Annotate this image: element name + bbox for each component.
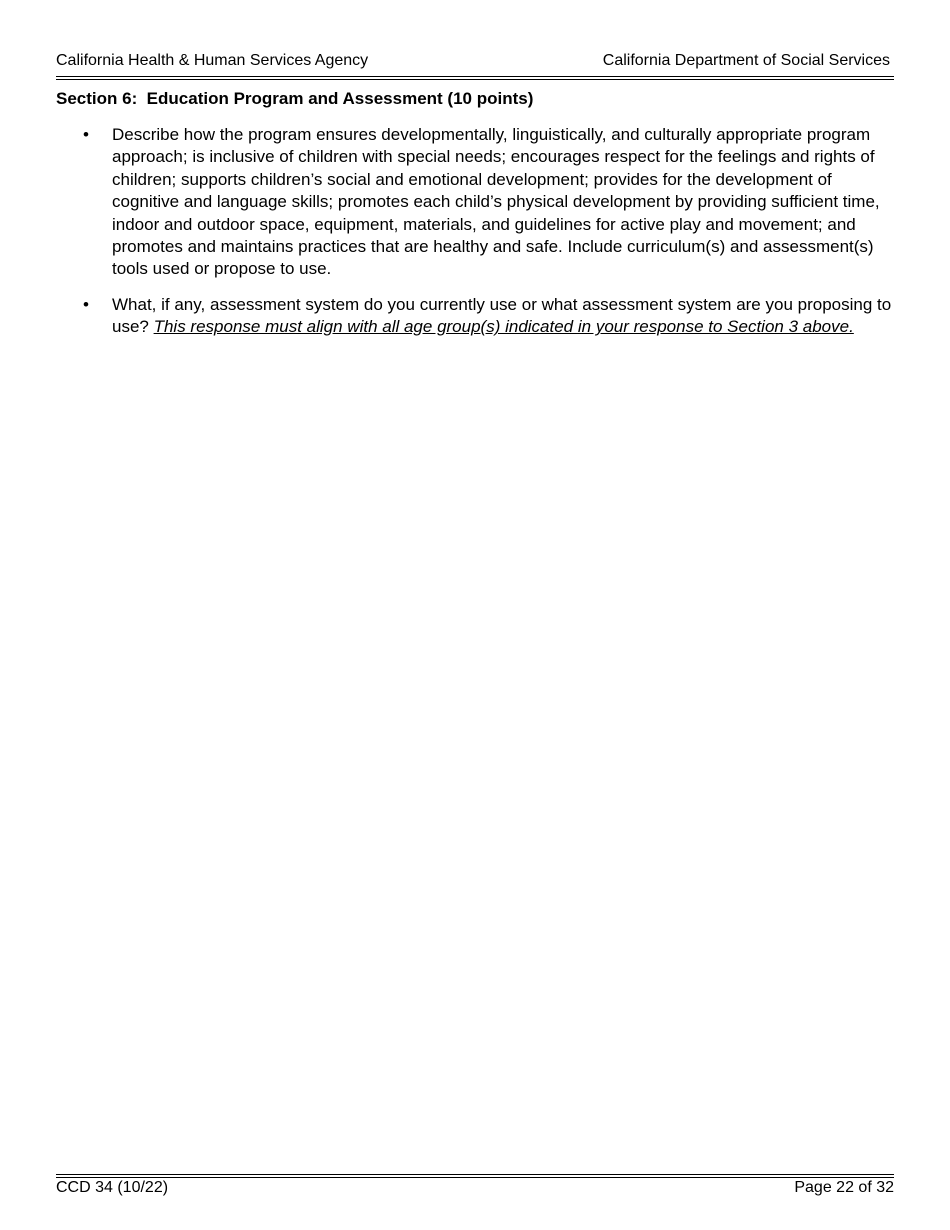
list-item: [56, 294, 896, 339]
form-number: CCD 34 (10/22): [56, 1179, 169, 1196]
header-agency: California Health & Human Services Agency: [56, 52, 369, 69]
bullet-marker: •: [83, 294, 89, 314]
bullet-emphasis: This response must align with all age group(s) indicated in your response to Section 3 above.: [153, 317, 854, 337]
list-item: [56, 124, 896, 281]
header-department: California Department of Social Services: [602, 52, 890, 69]
footer-divider: [56, 1174, 894, 1178]
page-header: [56, 52, 894, 74]
page-number: Page 22 of 32: [794, 1179, 894, 1196]
section-title: Section 6: Education Program and Assessment (10 points): [56, 89, 534, 108]
bullet-list: [56, 124, 896, 352]
header-divider: [56, 76, 894, 80]
bullet-marker: •: [83, 125, 89, 144]
bullet-text: Describe how the program ensures developmentally, linguistically, and culturally appropriate program approach; is inclusive of children with special needs; encourages respect for the feelings and rights of children; supports children’s social and emotional development; provides for the development of cognitive and language skills; promotes each child’s physical development by providing sufficient time, indoor and outdoor space, equipment, materials, and guidelines for active play and movement; and promotes and maintains practices that are healthy and safe. Include curriculum(s) and assessment(s) tools used or propose to use.: [112, 125, 880, 279]
bullet-text: What, if any, assessment system do you currently use or what assessment system are you proposing to use?: [112, 294, 892, 337]
